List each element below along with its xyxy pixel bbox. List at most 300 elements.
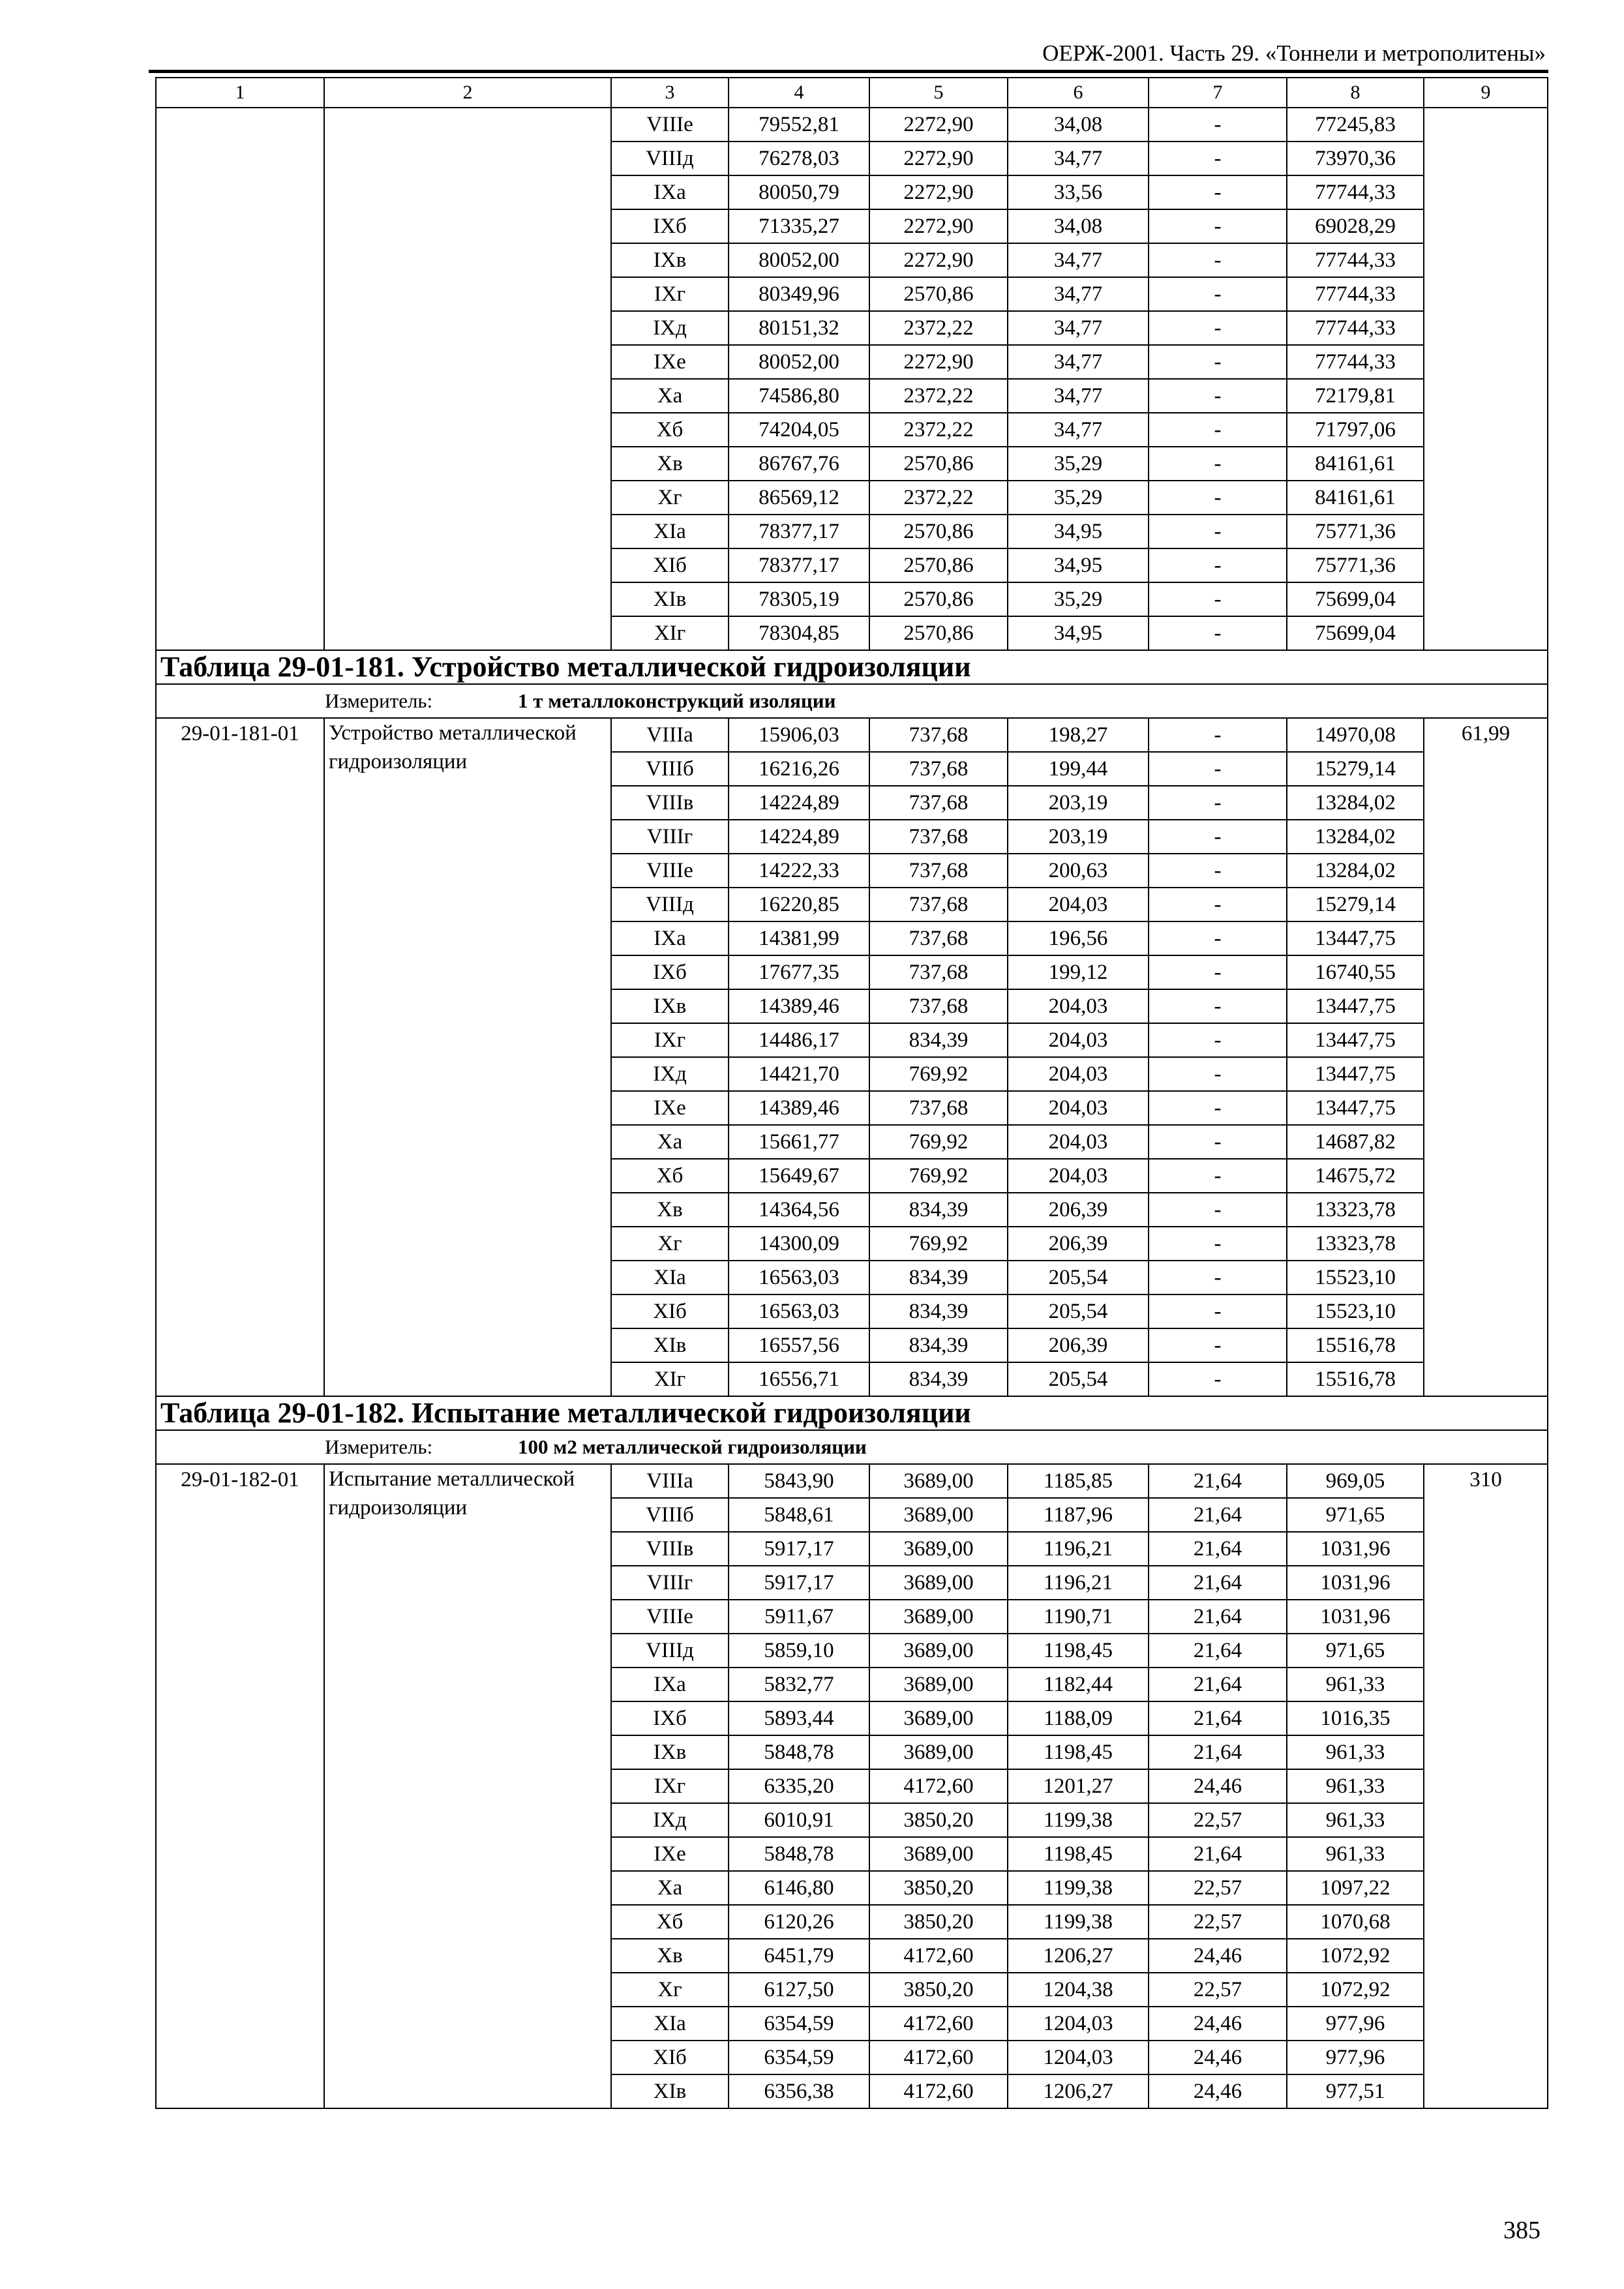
value-cell: IXб — [611, 955, 729, 989]
value-cell: XIб — [611, 1294, 729, 1328]
value-cell: 6010,91 — [729, 1803, 869, 1837]
value-cell: 5893,44 — [729, 1701, 869, 1735]
value-cell: 34,95 — [1008, 515, 1149, 548]
value-cell: 6335,20 — [729, 1769, 869, 1803]
value-cell: 24,46 — [1149, 2074, 1287, 2108]
value-cell: - — [1149, 1159, 1287, 1193]
value-cell: - — [1149, 108, 1287, 142]
value-cell: 5832,77 — [729, 1668, 869, 1701]
measure-label: Измеритель: — [325, 689, 433, 712]
value-cell: 21,64 — [1149, 1464, 1287, 1498]
value-cell: Xв — [611, 1193, 729, 1227]
value-cell: 21,64 — [1149, 1634, 1287, 1668]
value-cell: 24,46 — [1149, 1769, 1287, 1803]
column-number: 6 — [1008, 78, 1149, 108]
value-cell: 834,39 — [869, 1294, 1008, 1328]
value-cell: - — [1149, 515, 1287, 548]
value-cell: 14224,89 — [729, 786, 869, 820]
value-cell: 22,57 — [1149, 1973, 1287, 2007]
value-cell: - — [1149, 311, 1287, 345]
value-cell: - — [1149, 921, 1287, 955]
measure-label: Измеритель: — [325, 1435, 433, 1458]
name-cell: Устройство металлической гидроизоляции — [324, 718, 611, 1396]
value-cell: 14970,08 — [1287, 718, 1424, 752]
value-cell: IXд — [611, 1803, 729, 1837]
value-cell: 14224,89 — [729, 820, 869, 854]
rates-table — [155, 77, 1548, 2109]
value-cell: 198,27 — [1008, 718, 1149, 752]
value-cell: 3689,00 — [869, 1464, 1008, 1498]
column-number: 3 — [611, 78, 729, 108]
value-cell: 199,44 — [1008, 752, 1149, 786]
value-cell: VIIIе — [611, 854, 729, 888]
value-cell: 3689,00 — [869, 1498, 1008, 1532]
value-cell: IXб — [611, 1701, 729, 1735]
value-cell: 76278,03 — [729, 142, 869, 175]
value-cell: 1072,92 — [1287, 1973, 1424, 2007]
value-cell: 78377,17 — [729, 548, 869, 582]
value-cell: 13447,75 — [1287, 921, 1424, 955]
value-cell: 15279,14 — [1287, 888, 1424, 921]
value-cell: 834,39 — [869, 1328, 1008, 1362]
value-cell: 4172,60 — [869, 1769, 1008, 1803]
value-cell: IXа — [611, 175, 729, 209]
value-cell: 78377,17 — [729, 515, 869, 548]
value-cell: 16216,26 — [729, 752, 869, 786]
value-cell: 1206,27 — [1008, 1939, 1149, 1973]
value-cell: 6356,38 — [729, 2074, 869, 2108]
value-cell: 4172,60 — [869, 2041, 1008, 2074]
value-cell: 80050,79 — [729, 175, 869, 209]
value-cell: 2272,90 — [869, 243, 1008, 277]
value-cell: 15516,78 — [1287, 1328, 1424, 1362]
value-cell: 2570,86 — [869, 447, 1008, 481]
value-cell: 1201,27 — [1008, 1769, 1149, 1803]
value-cell: - — [1149, 1227, 1287, 1261]
value-cell: 84161,61 — [1287, 481, 1424, 515]
value-cell: 6354,59 — [729, 2007, 869, 2041]
value-cell: - — [1149, 447, 1287, 481]
value-cell: 1188,09 — [1008, 1701, 1149, 1735]
value-cell: 21,64 — [1149, 1532, 1287, 1566]
value-cell: 34,77 — [1008, 243, 1149, 277]
value-cell: - — [1149, 616, 1287, 650]
value-cell: 5859,10 — [729, 1634, 869, 1668]
value-cell: VIIIе — [611, 1600, 729, 1634]
value-cell: 21,64 — [1149, 1837, 1287, 1871]
value-cell: 34,77 — [1008, 277, 1149, 311]
value-cell: 1196,21 — [1008, 1532, 1149, 1566]
value-cell: 34,95 — [1008, 548, 1149, 582]
value-cell: 13284,02 — [1287, 786, 1424, 820]
value-cell: - — [1149, 345, 1287, 379]
value-cell: 34,08 — [1008, 209, 1149, 243]
value-cell: 769,92 — [869, 1125, 1008, 1159]
value-cell: IXб — [611, 209, 729, 243]
value-cell: 35,29 — [1008, 481, 1149, 515]
value-cell: 74204,05 — [729, 413, 869, 447]
value-cell: 14421,70 — [729, 1057, 869, 1091]
value-cell: 5917,17 — [729, 1532, 869, 1566]
value-cell: VIIIв — [611, 786, 729, 820]
value-cell: 196,56 — [1008, 921, 1149, 955]
value-cell: 4172,60 — [869, 1939, 1008, 1973]
value-cell: XIв — [611, 2074, 729, 2108]
value-cell: 206,39 — [1008, 1193, 1149, 1227]
col9-cell — [1424, 108, 1548, 650]
table-title: Таблица 29-01-182. Испытание металлической гидроизоляции — [156, 1396, 1548, 1430]
value-cell: Xг — [611, 1973, 729, 2007]
value-cell: VIIIг — [611, 820, 729, 854]
value-cell: 977,51 — [1287, 2074, 1424, 2108]
value-cell: 203,19 — [1008, 786, 1149, 820]
value-cell: 199,12 — [1008, 955, 1149, 989]
value-cell: 204,03 — [1008, 1159, 1149, 1193]
value-cell: 72179,81 — [1287, 379, 1424, 413]
value-cell: 2372,22 — [869, 311, 1008, 345]
column-number: 8 — [1287, 78, 1424, 108]
value-cell: 1198,45 — [1008, 1735, 1149, 1769]
value-cell: Xа — [611, 379, 729, 413]
value-cell: 961,33 — [1287, 1735, 1424, 1769]
value-cell: 1196,21 — [1008, 1566, 1149, 1600]
value-cell: 77744,33 — [1287, 311, 1424, 345]
value-cell: - — [1149, 1261, 1287, 1294]
value-cell: 769,92 — [869, 1227, 1008, 1261]
value-cell: 5848,78 — [729, 1837, 869, 1871]
value-cell: 15279,14 — [1287, 752, 1424, 786]
table-row — [156, 718, 1548, 752]
value-cell: Xб — [611, 1905, 729, 1939]
code-cell — [156, 108, 324, 650]
value-cell: XIг — [611, 1362, 729, 1396]
value-cell: 2272,90 — [869, 345, 1008, 379]
value-cell: IXв — [611, 989, 729, 1023]
value-cell: 13447,75 — [1287, 989, 1424, 1023]
value-cell: 1204,03 — [1008, 2007, 1149, 2041]
value-cell: 1187,96 — [1008, 1498, 1149, 1532]
value-cell: - — [1149, 413, 1287, 447]
value-cell: 1198,45 — [1008, 1837, 1149, 1871]
value-cell: - — [1149, 989, 1287, 1023]
value-cell: 1185,85 — [1008, 1464, 1149, 1498]
value-cell: 15516,78 — [1287, 1362, 1424, 1396]
value-cell: 34,77 — [1008, 379, 1149, 413]
table-title: Таблица 29-01-181. Устройство металлической гидроизоляции — [156, 650, 1548, 684]
column-numbers-row — [156, 78, 1548, 108]
table-row — [156, 108, 1548, 142]
value-cell: - — [1149, 1193, 1287, 1227]
value-cell: 834,39 — [869, 1362, 1008, 1396]
value-cell: 737,68 — [869, 888, 1008, 921]
value-cell: 13447,75 — [1287, 1023, 1424, 1057]
value-cell: XIа — [611, 1261, 729, 1294]
value-cell: 1016,35 — [1287, 1701, 1424, 1735]
value-cell: 35,29 — [1008, 582, 1149, 616]
value-cell: 6120,26 — [729, 1905, 869, 1939]
value-cell: Xг — [611, 481, 729, 515]
value-cell: 3850,20 — [869, 1803, 1008, 1837]
value-cell: 16557,56 — [729, 1328, 869, 1362]
value-cell: 977,96 — [1287, 2007, 1424, 2041]
measure-row — [156, 1430, 1548, 1464]
value-cell: 21,64 — [1149, 1600, 1287, 1634]
value-cell: 2570,86 — [869, 582, 1008, 616]
value-cell: 834,39 — [869, 1193, 1008, 1227]
value-cell: 204,03 — [1008, 1023, 1149, 1057]
value-cell: 24,46 — [1149, 2007, 1287, 2041]
value-cell: 24,46 — [1149, 2041, 1287, 2074]
value-cell: - — [1149, 1057, 1287, 1091]
value-cell: 86569,12 — [729, 481, 869, 515]
value-cell: - — [1149, 1023, 1287, 1057]
value-cell: 21,64 — [1149, 1735, 1287, 1769]
value-cell: 961,33 — [1287, 1803, 1424, 1837]
value-cell: 14389,46 — [729, 1091, 869, 1125]
value-cell: 69028,29 — [1287, 209, 1424, 243]
value-cell: 2272,90 — [869, 209, 1008, 243]
column-number: 4 — [729, 78, 869, 108]
value-cell: 5848,78 — [729, 1735, 869, 1769]
value-cell: 13447,75 — [1287, 1091, 1424, 1125]
value-cell: 77744,33 — [1287, 277, 1424, 311]
value-cell: 14389,46 — [729, 989, 869, 1023]
value-cell: 203,19 — [1008, 820, 1149, 854]
value-cell: 961,33 — [1287, 1837, 1424, 1871]
value-cell: 73970,36 — [1287, 142, 1424, 175]
value-cell: - — [1149, 209, 1287, 243]
value-cell: 204,03 — [1008, 888, 1149, 921]
value-cell: 3850,20 — [869, 1905, 1008, 1939]
running-header: ОЕРЖ-2001. Часть 29. «Тоннели и метрополитены» — [1042, 40, 1546, 66]
value-cell: IXв — [611, 243, 729, 277]
value-cell: Xг — [611, 1227, 729, 1261]
value-cell: - — [1149, 854, 1287, 888]
value-cell: 205,54 — [1008, 1362, 1149, 1396]
value-cell: 737,68 — [869, 786, 1008, 820]
value-cell: 1204,03 — [1008, 2041, 1149, 2074]
value-cell: 3689,00 — [869, 1668, 1008, 1701]
value-cell: 6146,80 — [729, 1871, 869, 1905]
value-cell: 22,57 — [1149, 1871, 1287, 1905]
value-cell: 737,68 — [869, 921, 1008, 955]
value-cell: 1204,38 — [1008, 1973, 1149, 2007]
value-cell: 2570,86 — [869, 515, 1008, 548]
value-cell: 80052,00 — [729, 345, 869, 379]
value-cell: - — [1149, 820, 1287, 854]
value-cell: - — [1149, 142, 1287, 175]
value-cell: Xб — [611, 413, 729, 447]
value-cell: 6127,50 — [729, 1973, 869, 2007]
value-cell: VIIIа — [611, 718, 729, 752]
value-cell: - — [1149, 1362, 1287, 1396]
value-cell: 34,77 — [1008, 142, 1149, 175]
value-cell: 77245,83 — [1287, 108, 1424, 142]
value-cell: VIIIе — [611, 108, 729, 142]
value-cell: 15906,03 — [729, 718, 869, 752]
value-cell: 3689,00 — [869, 1735, 1008, 1769]
value-cell: 21,64 — [1149, 1498, 1287, 1532]
value-cell: 2372,22 — [869, 379, 1008, 413]
value-cell: 13323,78 — [1287, 1193, 1424, 1227]
value-cell: 3689,00 — [869, 1532, 1008, 1566]
value-cell: 2272,90 — [869, 108, 1008, 142]
value-cell: 34,77 — [1008, 311, 1149, 345]
column-number: 7 — [1149, 78, 1287, 108]
value-cell: 4172,60 — [869, 2074, 1008, 2108]
value-cell: 1072,92 — [1287, 1939, 1424, 1973]
value-cell: 961,33 — [1287, 1769, 1424, 1803]
value-cell: 5917,17 — [729, 1566, 869, 1600]
value-cell: VIIIд — [611, 1634, 729, 1668]
value-cell: - — [1149, 243, 1287, 277]
value-cell: 2570,86 — [869, 277, 1008, 311]
value-cell: 84161,61 — [1287, 447, 1424, 481]
value-cell: VIIIг — [611, 1566, 729, 1600]
column-number: 2 — [324, 78, 611, 108]
name-cell — [324, 108, 611, 650]
value-cell: 3689,00 — [869, 1837, 1008, 1871]
value-cell: 737,68 — [869, 820, 1008, 854]
value-cell: VIIIб — [611, 1498, 729, 1532]
value-cell: 21,64 — [1149, 1566, 1287, 1600]
value-cell: IXа — [611, 1668, 729, 1701]
value-cell: 977,96 — [1287, 2041, 1424, 2074]
value-cell: 79552,81 — [729, 108, 869, 142]
value-cell: 3689,00 — [869, 1566, 1008, 1600]
value-cell: 14364,56 — [729, 1193, 869, 1227]
value-cell: 34,95 — [1008, 616, 1149, 650]
value-cell: 3689,00 — [869, 1701, 1008, 1735]
value-cell: 14687,82 — [1287, 1125, 1424, 1159]
measure-row — [156, 684, 1548, 718]
value-cell: 13284,02 — [1287, 854, 1424, 888]
value-cell: XIб — [611, 548, 729, 582]
value-cell: Xа — [611, 1871, 729, 1905]
value-cell: - — [1149, 379, 1287, 413]
value-cell: IXв — [611, 1735, 729, 1769]
col9-cell: 310 — [1424, 1464, 1548, 2108]
value-cell: - — [1149, 481, 1287, 515]
col9-cell: 61,99 — [1424, 718, 1548, 1396]
value-cell: 75699,04 — [1287, 582, 1424, 616]
value-cell: IXг — [611, 1769, 729, 1803]
value-cell: 737,68 — [869, 955, 1008, 989]
value-cell: - — [1149, 277, 1287, 311]
value-cell: XIв — [611, 1328, 729, 1362]
value-cell: 737,68 — [869, 1091, 1008, 1125]
value-cell: 80052,00 — [729, 243, 869, 277]
value-cell: 737,68 — [869, 989, 1008, 1023]
value-cell: VIIIв — [611, 1532, 729, 1566]
value-cell: 1182,44 — [1008, 1668, 1149, 1701]
value-cell: 75771,36 — [1287, 548, 1424, 582]
value-cell: - — [1149, 888, 1287, 921]
value-cell: - — [1149, 1125, 1287, 1159]
value-cell: 17677,35 — [729, 955, 869, 989]
value-cell: 205,54 — [1008, 1261, 1149, 1294]
name-cell: Испытание металлической гидроизоляции — [324, 1464, 611, 2108]
value-cell: 2272,90 — [869, 142, 1008, 175]
column-number: 9 — [1424, 78, 1548, 108]
value-cell: IXд — [611, 311, 729, 345]
page-number: 385 — [1503, 2217, 1541, 2244]
value-cell: 737,68 — [869, 752, 1008, 786]
value-cell: 1031,96 — [1287, 1566, 1424, 1600]
value-cell: 78304,85 — [729, 616, 869, 650]
value-cell: 13447,75 — [1287, 1057, 1424, 1091]
value-cell: 1190,71 — [1008, 1600, 1149, 1634]
value-cell: 16220,85 — [729, 888, 869, 921]
value-cell: 971,65 — [1287, 1498, 1424, 1532]
value-cell: 204,03 — [1008, 1091, 1149, 1125]
value-cell: - — [1149, 1328, 1287, 1362]
value-cell: 21,64 — [1149, 1668, 1287, 1701]
value-cell: 14486,17 — [729, 1023, 869, 1057]
value-cell: VIIIд — [611, 142, 729, 175]
header-rule — [149, 70, 1548, 73]
value-cell: 204,03 — [1008, 1125, 1149, 1159]
value-cell: 206,39 — [1008, 1328, 1149, 1362]
value-cell: 2272,90 — [869, 175, 1008, 209]
value-cell: 14300,09 — [729, 1227, 869, 1261]
value-cell: 1206,27 — [1008, 2074, 1149, 2108]
value-cell: 24,46 — [1149, 1939, 1287, 1973]
value-cell: 200,63 — [1008, 854, 1149, 888]
value-cell: Xв — [611, 1939, 729, 1973]
value-cell: 5911,67 — [729, 1600, 869, 1634]
value-cell: 21,64 — [1149, 1701, 1287, 1735]
value-cell: IXа — [611, 921, 729, 955]
column-number: 1 — [156, 78, 324, 108]
value-cell: 3689,00 — [869, 1634, 1008, 1668]
value-cell: 2570,86 — [869, 548, 1008, 582]
value-cell: 1031,96 — [1287, 1532, 1424, 1566]
value-cell: - — [1149, 786, 1287, 820]
value-cell: 2570,86 — [869, 616, 1008, 650]
value-cell: 13284,02 — [1287, 820, 1424, 854]
value-cell: 75771,36 — [1287, 515, 1424, 548]
value-cell: Xв — [611, 447, 729, 481]
value-cell: 1097,22 — [1287, 1871, 1424, 1905]
value-cell: 75699,04 — [1287, 616, 1424, 650]
value-cell: VIIIб — [611, 752, 729, 786]
value-cell: 5848,61 — [729, 1498, 869, 1532]
value-cell: 74586,80 — [729, 379, 869, 413]
value-cell: 769,92 — [869, 1057, 1008, 1091]
value-cell: 14381,99 — [729, 921, 869, 955]
value-cell: 1199,38 — [1008, 1803, 1149, 1837]
value-cell: XIг — [611, 616, 729, 650]
value-cell: 34,08 — [1008, 108, 1149, 142]
value-cell: IXе — [611, 345, 729, 379]
value-cell: - — [1149, 955, 1287, 989]
measure-value: 100 м2 металлической гидроизоляции — [518, 1435, 867, 1458]
value-cell: 71335,27 — [729, 209, 869, 243]
value-cell: 2372,22 — [869, 481, 1008, 515]
value-cell: 13323,78 — [1287, 1227, 1424, 1261]
value-cell: 769,92 — [869, 1159, 1008, 1193]
value-cell: 1198,45 — [1008, 1634, 1149, 1668]
value-cell: 205,54 — [1008, 1294, 1149, 1328]
code-cell: 29-01-182-01 — [156, 1464, 324, 2108]
value-cell: 15523,10 — [1287, 1261, 1424, 1294]
value-cell: 3850,20 — [869, 1973, 1008, 2007]
value-cell: 34,77 — [1008, 345, 1149, 379]
value-cell: 86767,76 — [729, 447, 869, 481]
value-cell: 204,03 — [1008, 1057, 1149, 1091]
value-cell: XIв — [611, 582, 729, 616]
